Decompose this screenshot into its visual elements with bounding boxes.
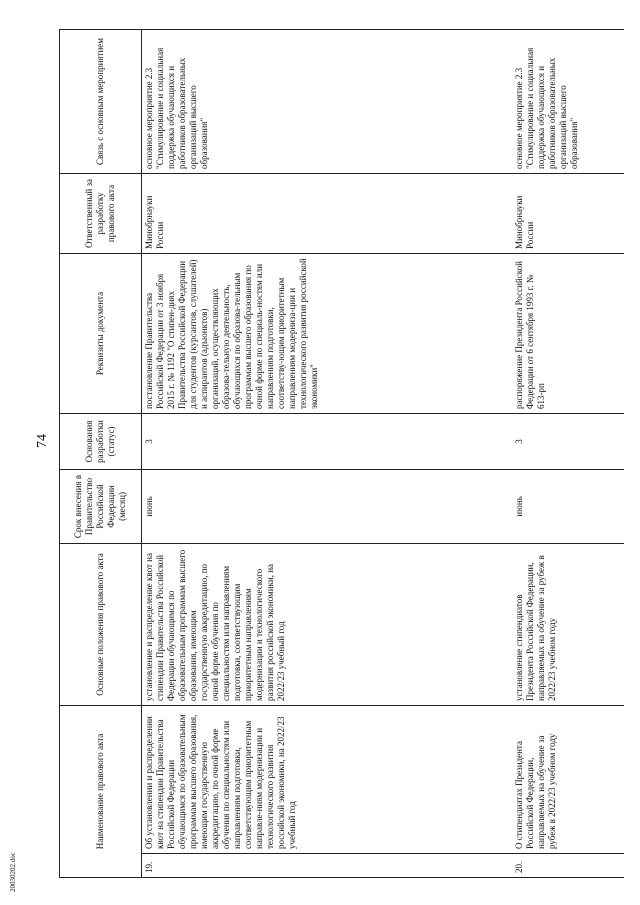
header-act-name: Наименование правового акта [60, 705, 142, 877]
deadline-cell: июнь [142, 469, 512, 543]
provisions-cell: установление и распределение квот на стипендии Правительства Российской Федерации обучающимся по образовательным программам высшего образования, имеющим государственную аккредитацию, по очной форме обучения по специальностям или направлениям подготовки, соответствующим приоритетным направлениям модернизации и технологического развития российской экономики, на 2022/23 учебный год [142, 543, 512, 705]
legal-acts-table [59, 29, 624, 878]
header-basis: Основания разработки (статус) [60, 413, 142, 469]
requisites-cell: постановление Правительства Российской Федерации от 3 ноября 2015 г. № 1192 "О стипен-диях Правительства Российской Федерации для студентов (курсантов, слушателей) и аспирантов (адъюнктов) организаций, осуществляющих образова-тельную деятельность, обучающихся по образова-тельным программам высшего образования по очной форме по специаль-ностям или направлениям подготовки, соответству-ющим приоритетным направлениям модерниза-ции и технологического развития российской экономики" [142, 253, 512, 413]
row-number: 19. [142, 854, 512, 878]
link-cell: основное мероприятие 2.3 "Стимулирование и социальная поддержка обучающихся и работников образовательных организаций высшего образования" [512, 29, 625, 173]
deadline-cell: июнь [512, 469, 625, 543]
page-number: 74 [35, 434, 50, 448]
table-header-row [60, 29, 142, 877]
provisions-cell: установление стипендиатов Президента Российской Федерации, направляемых на обучение за рубеж в 2022/23 учебном году [512, 543, 625, 705]
header-link: Связь с основным мероприятием [60, 29, 142, 173]
basis-cell: 3 [142, 413, 512, 469]
header-provisions: Основные положения правового акта [60, 543, 142, 705]
act-name-cell: О стипендиатах Президента Российской Федерации, направляемых на обучение за рубеж в 2022/23 учебном году [512, 705, 625, 853]
table-row [142, 29, 512, 877]
requisites-cell: распоряжение Президента Российской Федерации от 6 сентября 1993 г. № 613-рп [512, 253, 625, 413]
header-requisites: Реквизиты документа [60, 253, 142, 413]
rotated-document-page [59, 30, 624, 878]
footer-file-code: 20030202.doc [9, 852, 17, 892]
responsible-cell: Минобрнауки России [142, 173, 512, 253]
link-cell: основное мероприятие 2.3 "Стимулирование и социальная поддержка обучающихся и работников образовательных организаций высшего образования" [142, 29, 512, 173]
basis-cell: 3 [512, 413, 625, 469]
row-number: 20. [512, 854, 625, 878]
header-responsible: Ответственный за разработку правового акта [60, 173, 142, 253]
header-deadline: Срок внесения в Правительство Российской Федерации (месяц) [60, 469, 142, 543]
act-name-cell: Об установлении и распределении квот на стипендии Правительства Российской Федерации обучающимся по образовательным программам высшего образования, имеющим государственную аккредитацию, по очной форме обучения по специальностям или направлениям подготовки, соответствующим приоритетным направле-ниям модернизации и технологического развития российской экономики, на 2022/23 учебный год [142, 705, 512, 853]
responsible-cell: Минобрнауки России [512, 173, 625, 253]
table-row [512, 29, 625, 877]
